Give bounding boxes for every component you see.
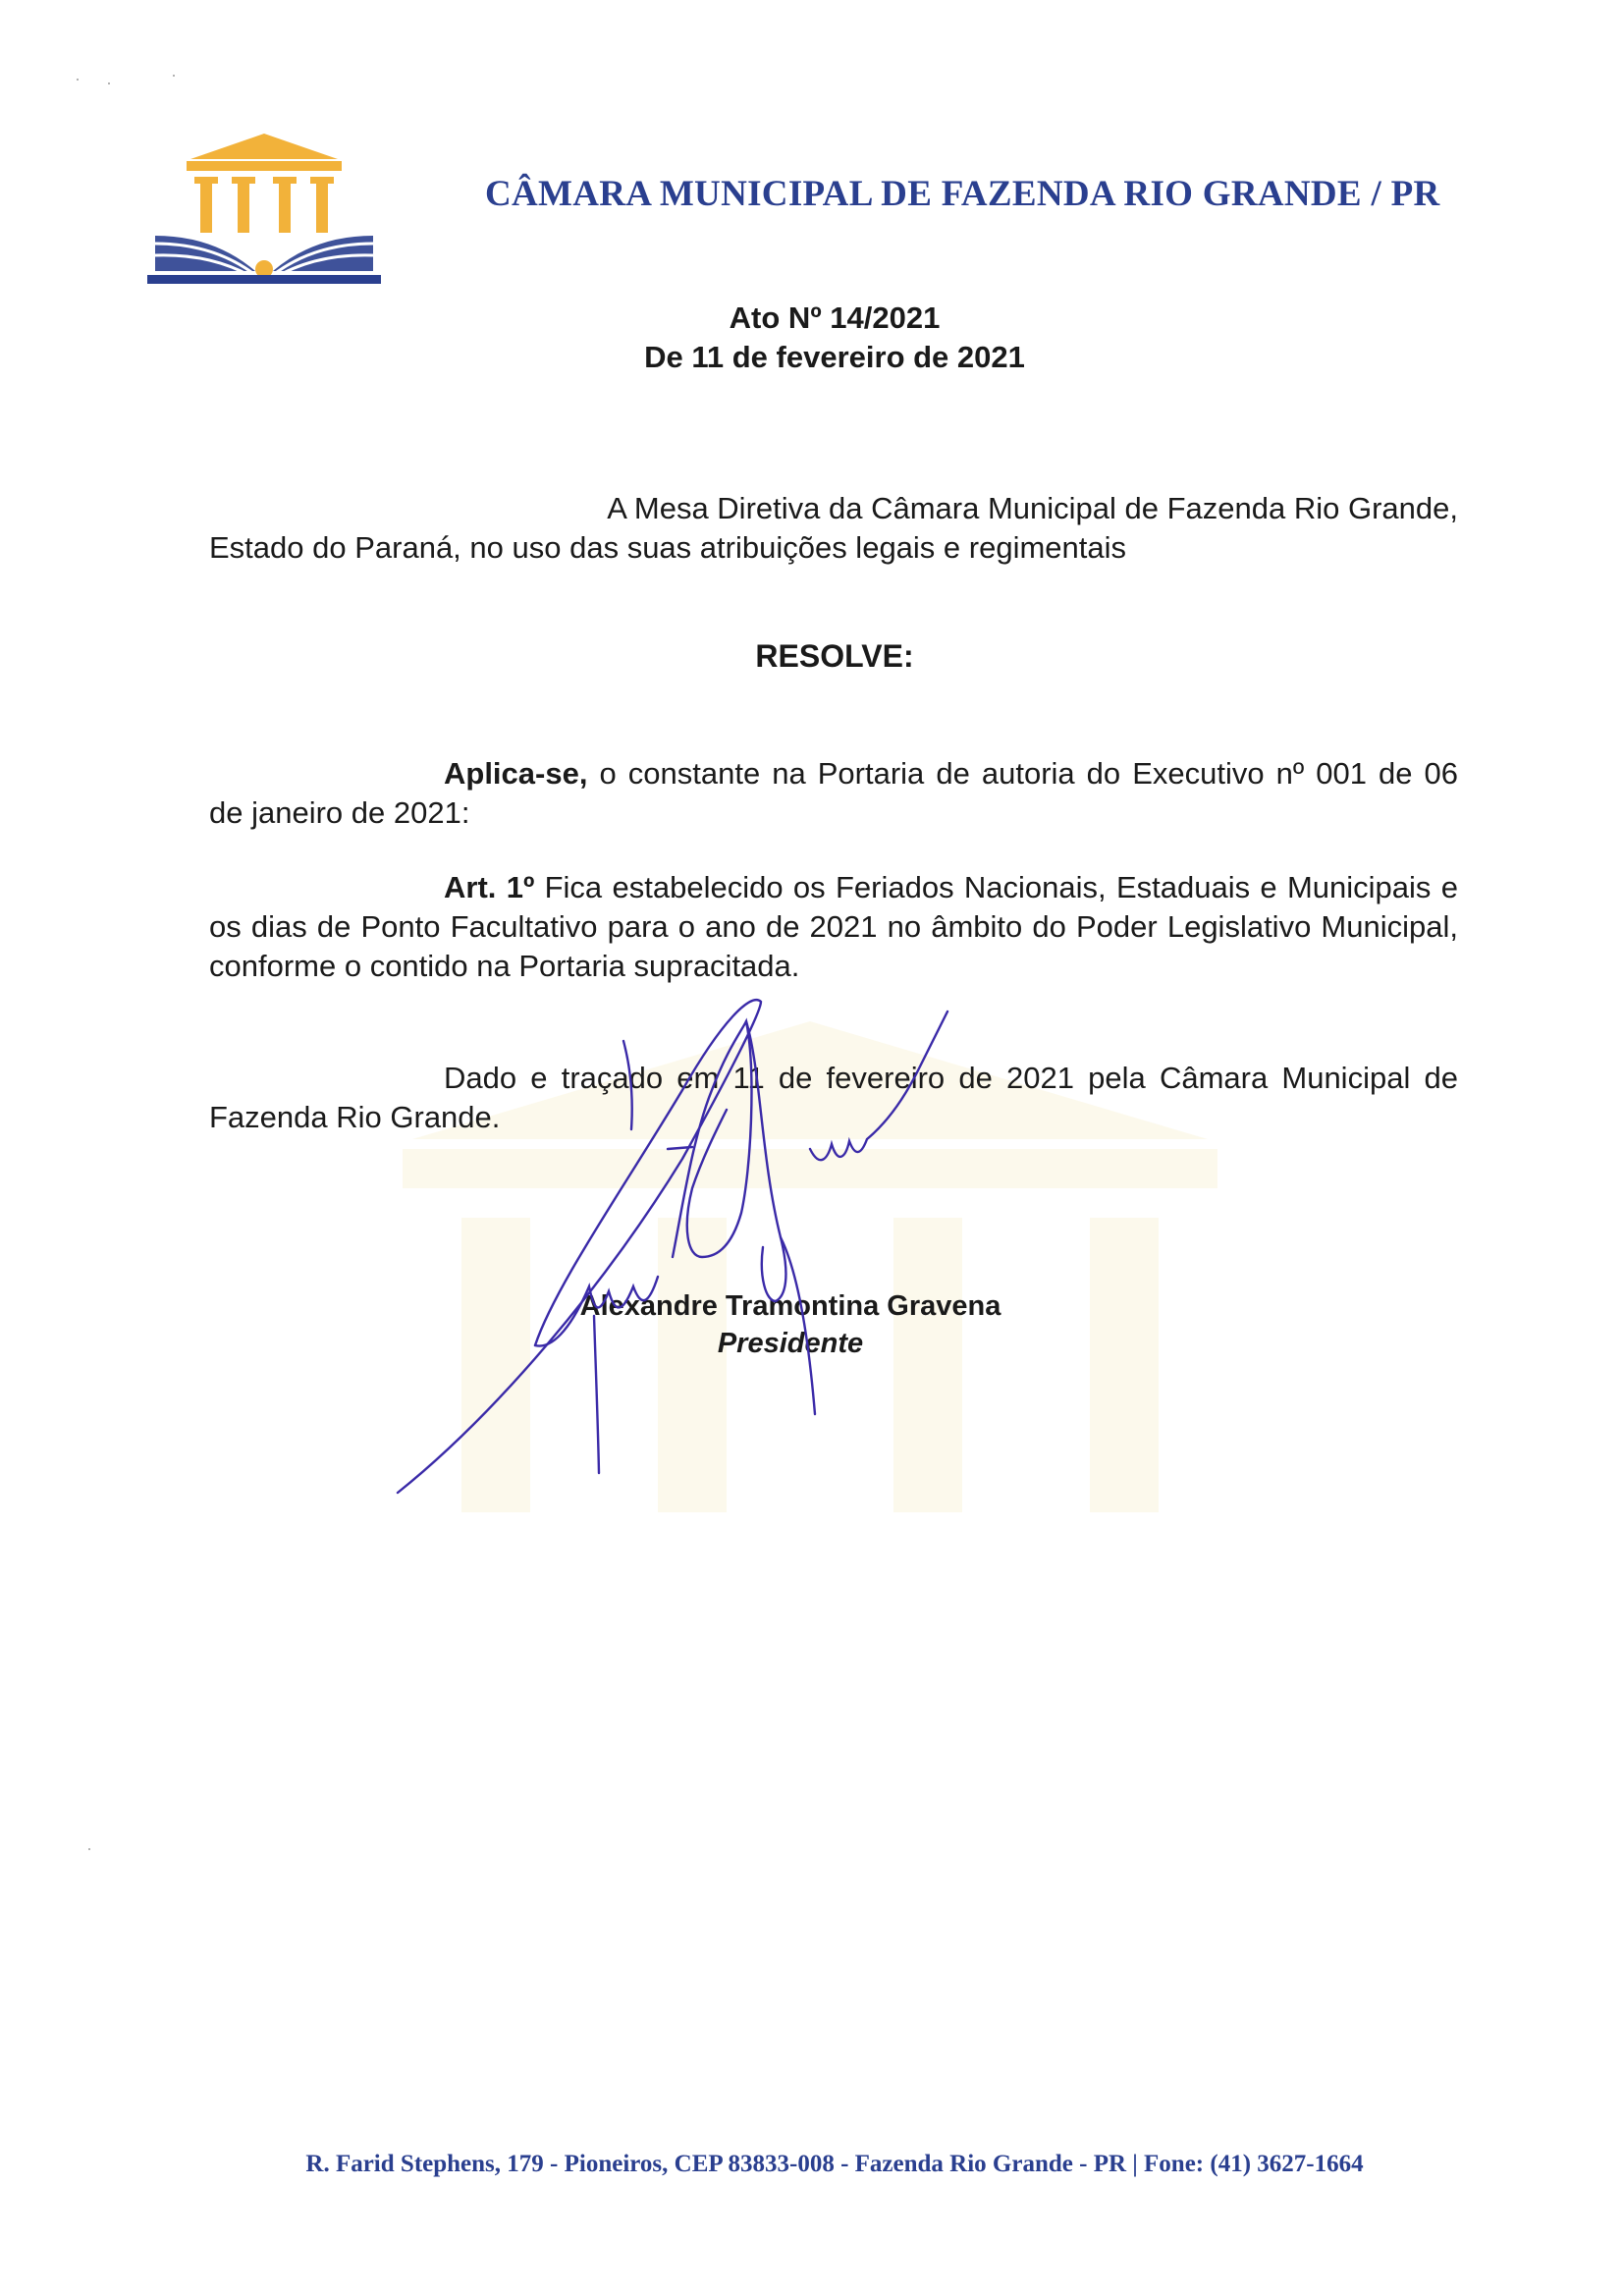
scan-speck	[108, 82, 110, 84]
preamble-line-1: A Mesa Diretiva da Câmara Municipal de Fazenda Rio Grande,	[607, 491, 1458, 525]
resolve-heading: RESOLVE:	[755, 638, 914, 674]
scan-speck	[77, 79, 79, 81]
signatory-role: Presidente	[717, 1328, 864, 1359]
footer-address: R. Farid Stephens, 179 - Pioneiros, CEP 83833-008 - Fazenda Rio Grande - PR | Fone: (41) 3627-1664	[305, 2151, 1364, 2177]
article-1-label: Art. 1º	[444, 870, 535, 904]
aplica-label: Aplica-se,	[444, 756, 588, 791]
act-number: Ato Nº 14/2021	[729, 301, 941, 335]
aplica-text: o constante na Portaria de autoria do Executivo nº 001 de 06 de janeiro de 2021:	[209, 756, 1458, 830]
scan-speck	[88, 1848, 90, 1850]
act-heading	[550, 299, 1119, 377]
preamble-paragraph	[209, 489, 1458, 568]
institution-title: CÂMARA MUNICIPAL DE FAZENDA RIO GRANDE / PR	[485, 174, 1440, 214]
article-1-text: Fica estabelecido os Feriados Nacionais, Estaduais e Municipais e os dias de Ponto Facultativo para o ano de 2021 no âmbito do Poder Legislativo Municipal, conforme o contido na Portaria supracitada.	[209, 870, 1458, 983]
signatory-name: Alexandre Tramontina Gravena	[579, 1290, 1001, 1322]
preamble-line-2: Estado do Paraná, no uso das suas atribuições legais e regimentais	[209, 530, 1127, 565]
act-date: De 11 de fevereiro de 2021	[644, 340, 1025, 374]
scan-speck	[173, 75, 175, 77]
temple-book-logo	[135, 126, 393, 289]
closing-paragraph: Dado e traçado em 11 de fevereiro de 2021 pela Câmara Municipal de Fazenda Rio Grande.	[209, 1061, 1458, 1134]
handwritten-signature	[388, 962, 1154, 1532]
aplica-paragraph	[209, 754, 1458, 833]
